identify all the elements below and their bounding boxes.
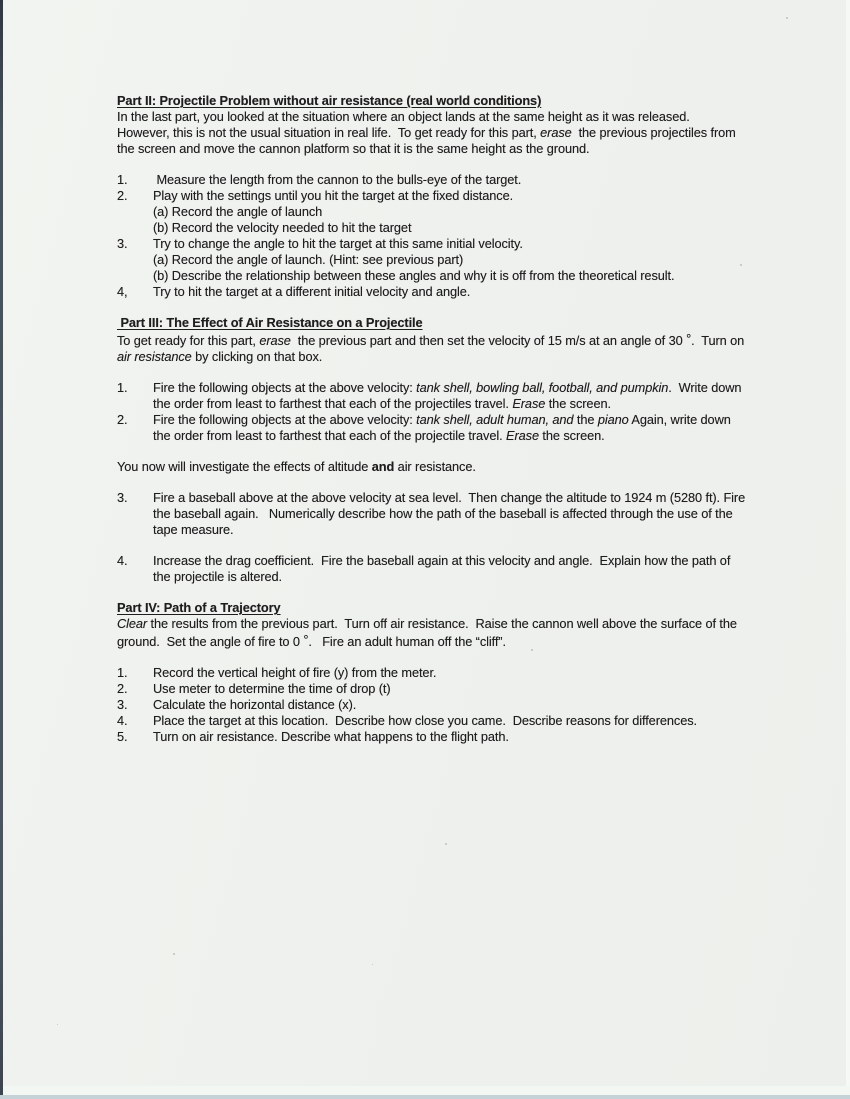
list-item bbox=[117, 188, 749, 236]
text-run: Again, write down the order from least to farthest that each of the projectile travel. bbox=[153, 412, 735, 443]
item-text bbox=[153, 172, 749, 188]
text-run: In the last part, you looked at the situation where an object lands at the same height as it was released. However, this is not the usual situation in real life. To get ready for this part, bbox=[117, 109, 697, 140]
item-line bbox=[153, 412, 749, 444]
blank-line bbox=[117, 300, 749, 315]
text-run: To get ready for this part, bbox=[117, 333, 260, 348]
text-run: and bbox=[371, 459, 395, 474]
text-run: Measure the length from the cannon to the bulls-eye of the target. bbox=[153, 172, 522, 187]
text-run: the bbox=[573, 412, 598, 427]
document-content bbox=[117, 93, 749, 745]
text-run: by clicking on that box. bbox=[191, 349, 323, 364]
item-line bbox=[153, 268, 749, 284]
item-text bbox=[153, 412, 749, 444]
list-item bbox=[117, 412, 749, 444]
item-number: 4, bbox=[117, 284, 128, 299]
text-run: the previous projectiles from the screen and move the cannon platform so that it is the same height as the ground. bbox=[117, 125, 740, 156]
text-run: Part III: The Effect of Air Resistance on a Projectile bbox=[117, 315, 423, 330]
paragraph bbox=[117, 459, 749, 475]
text-run: erase bbox=[540, 125, 572, 140]
text-run: the screen. bbox=[538, 428, 605, 443]
blank-line bbox=[117, 157, 749, 172]
item-line bbox=[153, 236, 749, 252]
item-line bbox=[153, 284, 749, 300]
list-item bbox=[117, 665, 749, 681]
text-run: ° bbox=[686, 331, 692, 346]
paragraph bbox=[117, 331, 749, 365]
text-run: You now will investigate the effects of altitude bbox=[117, 459, 372, 474]
list-item bbox=[117, 236, 749, 284]
text-run: Erase bbox=[506, 428, 539, 443]
list-item bbox=[117, 490, 749, 538]
list-item bbox=[117, 172, 749, 188]
item-number: 4. bbox=[117, 713, 128, 728]
text-run: the results from the previous part. Turn off air resistance. Raise the cannon well above the surface of the ground. Set the angle of fire to 0 bbox=[117, 616, 741, 649]
list-item bbox=[117, 284, 749, 300]
item-text bbox=[153, 697, 749, 713]
item-number: 4. bbox=[117, 553, 128, 568]
item-line bbox=[153, 204, 749, 220]
item-line bbox=[153, 252, 749, 268]
blank-line bbox=[117, 585, 749, 600]
item-line bbox=[153, 713, 749, 729]
item-number: 1. bbox=[117, 665, 128, 680]
list-item bbox=[117, 697, 749, 713]
list-item bbox=[117, 729, 749, 745]
section-heading bbox=[117, 93, 749, 109]
item-text bbox=[153, 665, 749, 681]
paragraph bbox=[117, 109, 749, 157]
text-run: Try to change the angle to hit the target at this same initial velocity. bbox=[153, 236, 523, 251]
text-run: Place the target at this location. Describe how close you came. Describe reasons for differences. bbox=[153, 713, 697, 728]
text-run: erase bbox=[259, 333, 291, 348]
item-number: 3. bbox=[117, 236, 128, 251]
blank-line bbox=[117, 475, 749, 490]
item-line bbox=[153, 681, 749, 697]
item-line bbox=[153, 490, 749, 538]
text-run: Play with the settings until you hit the target at the fixed distance. bbox=[153, 188, 514, 203]
text-run: ° bbox=[303, 632, 309, 647]
item-text bbox=[153, 188, 749, 236]
text-run: Try to hit the target at a different initial velocity and angle. bbox=[153, 284, 471, 299]
text-run: tank shell, bowling ball, football, and pumpkin bbox=[416, 380, 669, 395]
scan-speck bbox=[786, 17, 788, 19]
list-item bbox=[117, 553, 749, 585]
text-run: Increase the drag coefficient. Fire the baseball again at this velocity and angle. Explain how the path of the projectile is altered. bbox=[153, 553, 734, 584]
text-run: tank shell, adult human, and bbox=[416, 412, 574, 427]
item-number: 3. bbox=[117, 490, 128, 505]
blank-line bbox=[117, 650, 749, 665]
item-line bbox=[153, 697, 749, 713]
text-run: air resistance bbox=[117, 349, 192, 364]
item-text bbox=[153, 713, 749, 729]
text-run: piano bbox=[597, 412, 629, 427]
item-line bbox=[153, 220, 749, 236]
item-number: 1. bbox=[117, 380, 128, 395]
text-run: Fire the following objects at the above velocity: bbox=[153, 380, 417, 395]
scan-edge-highlight bbox=[846, 0, 850, 1099]
text-run: (a) Record the angle of launch bbox=[153, 204, 323, 219]
item-text bbox=[153, 380, 749, 412]
blank-line bbox=[117, 365, 749, 380]
item-number: 2. bbox=[117, 188, 128, 203]
item-text bbox=[153, 553, 749, 585]
section-heading bbox=[117, 600, 749, 616]
text-run: . Write down the order from least to farthest that each of the projectiles travel. bbox=[153, 380, 745, 411]
list-item bbox=[117, 380, 749, 412]
text-run: (b) Describe the relationship between these angles and why it is off from the theoretical result. bbox=[153, 268, 675, 283]
text-run: air resistance. bbox=[394, 459, 476, 474]
text-run: Fire the following objects at the above velocity: bbox=[153, 412, 417, 427]
item-number: 2. bbox=[117, 681, 128, 696]
scan-speck bbox=[57, 1024, 58, 1025]
blank-line bbox=[117, 444, 749, 459]
item-line bbox=[153, 188, 749, 204]
text-run: Record the vertical height of fire (y) from the meter. bbox=[153, 665, 437, 680]
item-text bbox=[153, 729, 749, 745]
scan-bottom-band bbox=[3, 1086, 850, 1095]
list-item bbox=[117, 713, 749, 729]
text-run: Fire a baseball above at the above velocity at sea level. Then change the altitude to 1924 m (5280 ft). Fire the baseball again. Numerically describe how the path of the baseball is affected through the use of the tape measure. bbox=[153, 490, 749, 537]
item-line bbox=[153, 172, 749, 188]
text-run: the screen. bbox=[545, 396, 611, 411]
text-run: Calculate the horizontal distance (x). bbox=[153, 697, 357, 712]
item-number: 5. bbox=[117, 729, 128, 744]
item-number: 2. bbox=[117, 412, 128, 427]
item-number: 1. bbox=[117, 172, 128, 187]
section-heading bbox=[117, 315, 749, 331]
item-text bbox=[153, 681, 749, 697]
scan-bottom-edge bbox=[0, 1095, 850, 1099]
paragraph bbox=[117, 616, 749, 650]
text-run: . Turn on bbox=[691, 333, 748, 348]
scan-speck bbox=[173, 953, 175, 955]
item-line bbox=[153, 665, 749, 681]
blank-line bbox=[117, 538, 749, 553]
text-run: Part IV: Path of a Trajectory bbox=[117, 600, 281, 615]
item-line bbox=[153, 729, 749, 745]
scan-edge-shadow bbox=[0, 0, 3, 1099]
text-run: Use meter to determine the time of drop (t) bbox=[153, 681, 391, 696]
item-number: 3. bbox=[117, 697, 128, 712]
item-text bbox=[153, 284, 749, 300]
text-run: Clear bbox=[117, 616, 148, 631]
text-run: the previous part and then set the velocity of 15 m/s at an angle of 30 bbox=[290, 333, 687, 348]
text-run: Part II: Projectile Problem without air resistance (real world conditions) bbox=[117, 93, 542, 108]
text-run: Erase bbox=[512, 396, 546, 411]
text-run: Turn on air resistance. Describe what happens to the flight path. bbox=[153, 729, 509, 744]
scan-speck bbox=[372, 964, 373, 965]
text-run: (a) Record the angle of launch. (Hint: see previous part) bbox=[153, 252, 464, 267]
item-line bbox=[153, 553, 749, 585]
text-run: (b) Record the velocity needed to hit the target bbox=[153, 220, 412, 235]
item-text bbox=[153, 236, 749, 284]
item-text bbox=[153, 490, 749, 538]
text-run: . Fire an adult human off the “cliff”. bbox=[308, 634, 506, 649]
scan-speck bbox=[445, 843, 447, 845]
item-line bbox=[153, 380, 749, 412]
list-item bbox=[117, 681, 749, 697]
